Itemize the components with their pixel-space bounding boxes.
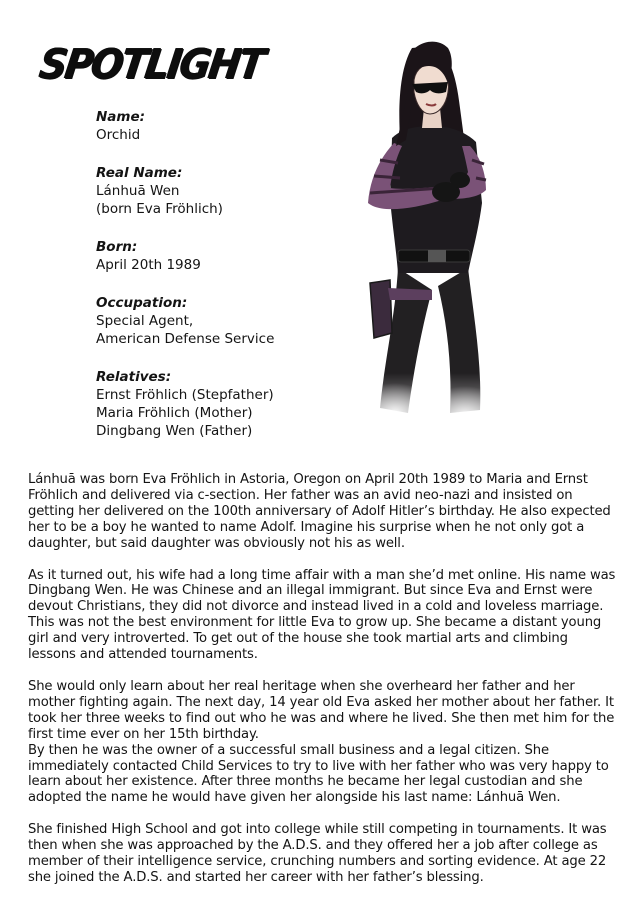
fact-value: Ernst Fröhlich (Stepfather)	[96, 387, 274, 403]
fact-label: Name:	[96, 109, 146, 125]
character-illustration	[340, 28, 530, 453]
fact-sheet	[96, 108, 356, 460]
fact-value: Special Agent,	[96, 313, 194, 329]
fact-label: Occupation:	[96, 295, 188, 311]
orchid-figure-icon	[340, 28, 530, 453]
fact-born	[96, 238, 356, 274]
fact-name	[96, 108, 356, 144]
fact-real-name	[96, 164, 356, 218]
bio-paragraph: Lánhuā was born Eva Fröhlich in Astoria, Oregon on April 20th 1989 to Maria and Ernst Fröhlich and delivered via c-section. Her father was an avid neo-nazi and insisted on getting her delivered on the 100th anniversary of Adolf Hitler’s birthday. He also expected her to be a boy he wanted to name Adolf. Imagine his surprise when he not only got a daughter, but said daughter was obviously not his as well.	[28, 472, 611, 551]
fact-value: Lánhuā Wen	[96, 183, 180, 199]
fact-value: Dingbang Wen (Father)	[96, 423, 253, 439]
bio-paragraph: She finished High School and got into college while still competing in tournaments. It was then when she was approached by the A.D.S. and they offered her a job after college as member of their intelligence service, crunching numbers and sorting evidence. At age 22 she joined the A.D.S. and started her career with her father’s blessing.	[28, 822, 607, 885]
biography	[28, 472, 618, 902]
fact-value: Maria Fröhlich (Mother)	[96, 405, 253, 421]
fact-value: April 20th 1989	[96, 257, 201, 273]
fact-value: Orchid	[96, 127, 141, 143]
fact-label: Relatives:	[96, 369, 172, 385]
page-title: SPOTLIGHT	[36, 40, 267, 88]
fact-label: Born:	[96, 239, 138, 255]
bio-paragraph: As it turned out, his wife had a long time affair with a man she’d met online. His name was Dingbang Wen. He was Chinese and an illegal immigrant. But since Eva and Ernst were devout Christians, they did not divorce and instead lived in a cold and loveless marriage. This was not the best environment for little Eva to grow up. She became a distant young girl and very introverted. To get out of the house she took martial arts and climbing lessons and attended tournaments.	[28, 567, 616, 663]
fact-label: Real Name:	[96, 165, 183, 181]
fact-relatives	[96, 368, 356, 440]
bio-paragraph: She would only learn about her real heritage when she overheard her father and her mother fighting again. The next day, 14 year old Eva asked her mother about her father. It took her three weeks to find out who he was and where he lived. She then met him for the first time ever on her 15th birthday.	[28, 678, 615, 742]
fact-occupation	[96, 294, 356, 348]
fact-value: American Defense Service	[96, 331, 275, 347]
bio-paragraph: By then he was the owner of a successful small business and a legal citizen. She immediately contacted Child Services to try to live with her father who was very happy to learn about her existence. After three months he became her legal custodian and she adopted the name he would have given her alongside his last name: Lánhuā Wen.	[28, 742, 609, 806]
fact-value: (born Eva Fröhlich)	[96, 201, 223, 217]
